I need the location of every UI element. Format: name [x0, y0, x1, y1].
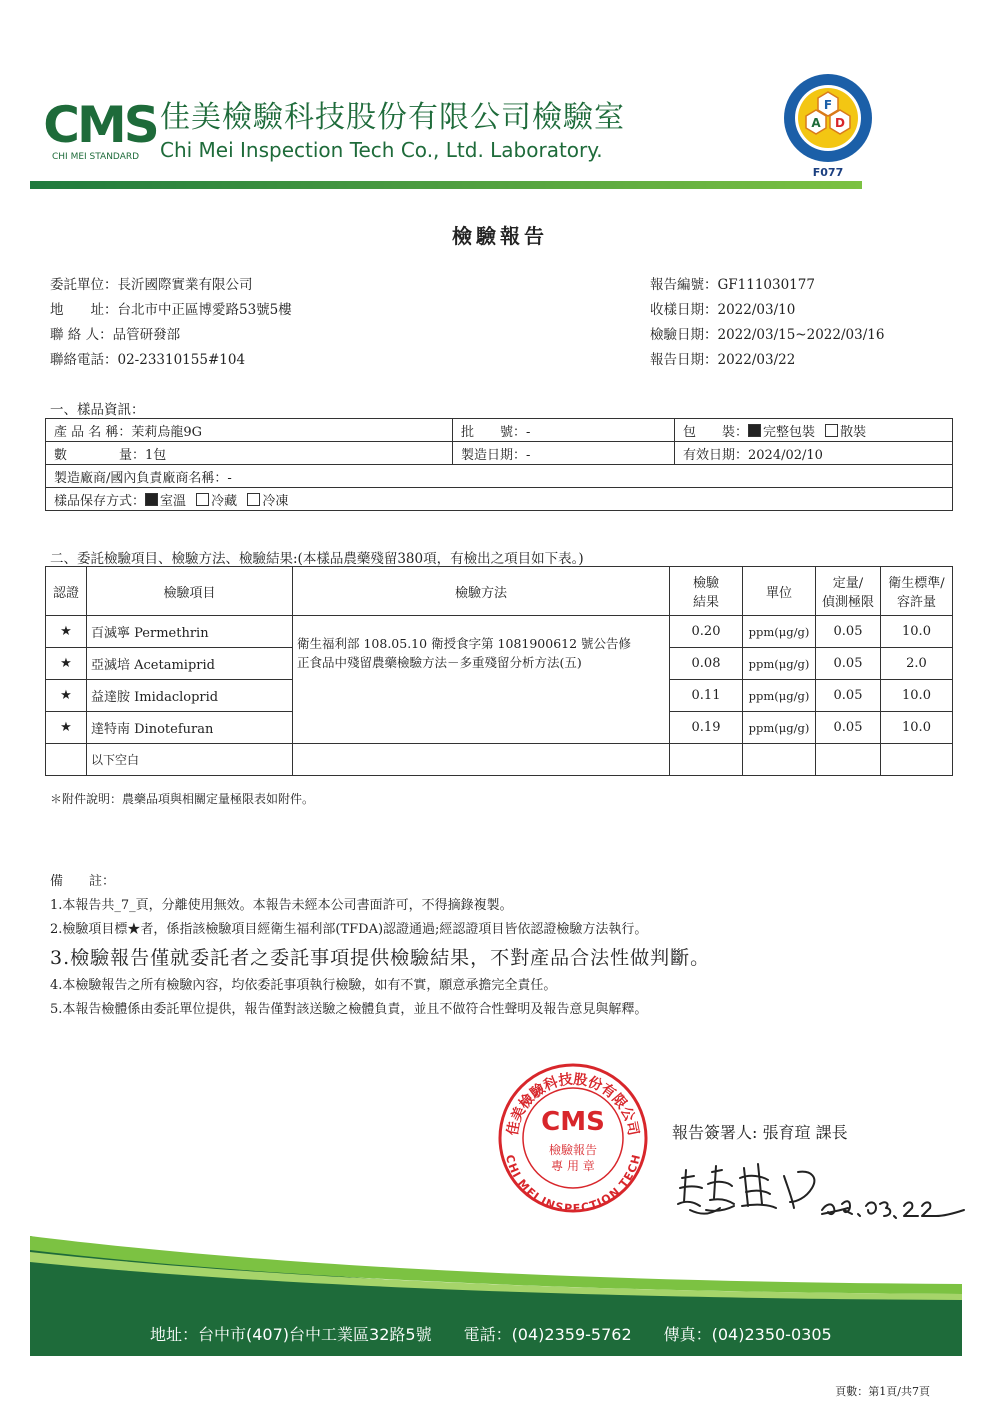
remark-2: 2.檢驗項目標★者，係指該檢驗項目經衛生福利部(TFDA)認證通過;經認證項目皆依認證檢驗方法執行。 — [50, 922, 648, 937]
header-divider — [30, 181, 862, 189]
footer-contact: 地址：台中市(407)台中工業區32路5號 電話：(04)2359-5762 傳真：(04)2350-0305 — [150, 1325, 832, 1344]
header-limit: 衛生標準/ 容許量 — [881, 567, 953, 616]
test-date: 檢驗日期：2022/03/15~2022/03/16 — [650, 327, 885, 343]
cms-logo — [43, 94, 157, 154]
unit: ppm(μg/g) — [743, 712, 816, 744]
product-name: 產 品 名 稱：茉莉烏龍9G — [46, 419, 453, 442]
table-row — [46, 744, 953, 776]
remark-4: 4.本檢驗報告之所有檢驗內容，均依委託事項執行檢驗，如有不實，願意承擔完全責任。 — [50, 978, 557, 993]
checkbox-empty — [247, 493, 260, 506]
page-number: 頁數：第1頁/共7頁 — [835, 1385, 930, 1398]
manufacture-date: 製造日期：- — [453, 442, 675, 465]
result-value: 0.20 — [670, 616, 743, 648]
svg-text:CHI MEI INSPECTION TECH: CHI MEI INSPECTION TECH — [502, 1153, 644, 1216]
loq-value: 0.05 — [816, 616, 881, 648]
sample-info-table — [45, 418, 953, 511]
cert-star: ★ — [46, 648, 87, 680]
remark-3: 3.檢驗報告僅就委託者之委託事項提供檢驗結果，不對產品合法性做判斷。 — [50, 947, 711, 969]
sample-section-heading: 一、樣品資訊： — [50, 402, 145, 418]
loq-value: 0.05 — [816, 648, 881, 680]
attachment-note: ＊附件說明：農藥品項與相關定量極限表如附件。 — [50, 792, 315, 806]
quantity: 數 量：1包 — [46, 442, 453, 465]
company-name-en: Chi Mei Inspection Tech Co., Ltd. Laboratory. — [160, 138, 603, 162]
table-row — [46, 442, 953, 465]
svg-text:專 用 章: 專 用 章 — [551, 1159, 595, 1173]
handwritten-signature — [672, 1158, 972, 1228]
company-name-cn: 佳美檢驗科技股份有限公司檢驗室 — [160, 100, 625, 135]
cert-star: ★ — [46, 680, 87, 712]
client-phone: 聯絡電話：02-23310155#104 — [50, 352, 246, 368]
client-address: 地 址：台北市中正區博愛路53號5樓 — [50, 302, 292, 318]
report-signer: 報告簽署人: 張育瑄 課長 — [672, 1123, 848, 1142]
header-cert: 認證 — [46, 567, 87, 616]
received-date: 收樣日期：2022/03/10 — [650, 302, 796, 318]
result-value: 0.19 — [670, 712, 743, 744]
header-loq: 定量/ 偵測極限 — [816, 567, 881, 616]
test-method: 衛生福利部 108.05.10 衛授食字第 1081900612 號公告修 正食品中殘留農藥檢驗方法－多重殘留分析方法(五) — [293, 616, 670, 744]
cert-star: ★ — [46, 712, 87, 744]
remarks-label: 備 註： — [50, 874, 116, 889]
client-contact: 聯 絡 人：品管研發部 — [50, 327, 181, 343]
logo-caption: CHI MEI STANDARD — [52, 152, 140, 162]
unit: ppm(μg/g) — [743, 616, 816, 648]
svg-text:F: F — [823, 98, 833, 112]
limit-value: 2.0 — [881, 648, 953, 680]
table-row — [46, 488, 953, 511]
unit: ppm(μg/g) — [743, 648, 816, 680]
item-name: 益達胺 Imidacloprid — [87, 680, 293, 712]
svg-text:F077: F077 — [812, 166, 844, 179]
blank-row-label: 以下空白 — [87, 744, 293, 776]
table-row — [46, 419, 953, 442]
package-type: 包 裝： 完整包裝 散裝 — [675, 419, 953, 442]
storage-method: 樣品保存方式： 室溫 冷藏 冷凍 — [46, 488, 953, 511]
checkbox-empty — [825, 424, 838, 437]
unit: ppm(μg/g) — [743, 680, 816, 712]
remark-1: 1.本報告共_7_頁，分離使用無效。本報告未經本公司書面許可，不得摘錄複製。 — [50, 898, 513, 913]
expiry-date: 有效日期：2024/02/10 — [675, 442, 953, 465]
table-header-row — [46, 567, 953, 616]
report-number: 報告編號：GF111030177 — [650, 277, 815, 293]
loq-value: 0.05 — [816, 680, 881, 712]
svg-text:CMS: CMS — [541, 1107, 605, 1137]
checkbox-checked — [748, 424, 761, 437]
report-title: 檢驗報告 — [452, 224, 548, 248]
cert-star: ★ — [46, 616, 87, 648]
batch-number: 批 號：- — [453, 419, 675, 442]
limit-value: 10.0 — [881, 680, 953, 712]
table-row — [46, 616, 953, 648]
header-result: 檢驗 結果 — [670, 567, 743, 616]
result-value: 0.08 — [670, 648, 743, 680]
results-section-heading: 二、委託檢驗項目、檢驗方法、檢驗結果:(本樣品農藥殘留380項，有檢出之項目如下表。) — [50, 551, 584, 567]
client-unit: 委託單位：長沂國際實業有限公司 — [50, 277, 253, 293]
loq-value: 0.05 — [816, 712, 881, 744]
limit-value: 10.0 — [881, 616, 953, 648]
checkbox-empty — [196, 493, 209, 506]
checkbox-checked — [145, 493, 158, 506]
report-date: 報告日期：2022/03/22 — [650, 352, 796, 368]
tfda-accreditation-badge — [778, 72, 878, 180]
svg-text:檢驗報告: 檢驗報告 — [548, 1143, 598, 1157]
limit-value: 10.0 — [881, 712, 953, 744]
svg-text:D: D — [835, 116, 845, 130]
item-name: 達特南 Dinotefuran — [87, 712, 293, 744]
svg-text:A: A — [811, 116, 821, 130]
company-seal-stamp — [497, 1058, 649, 1216]
header-item: 檢驗項目 — [87, 567, 293, 616]
svg-text:佳美檢驗科技股份有限公司: 佳美檢驗科技股份有限公司 — [504, 1071, 642, 1137]
remark-5: 5.本報告檢體係由委託單位提供，報告僅對該送驗之檢體負責，並且不做符合性聲明及報告意見與解釋。 — [50, 1002, 648, 1017]
table-row — [46, 465, 953, 488]
header-unit: 單位 — [743, 567, 816, 616]
result-value: 0.11 — [670, 680, 743, 712]
item-name: 亞滅培 Acetamiprid — [87, 648, 293, 680]
header-method: 檢驗方法 — [293, 567, 670, 616]
results-table — [45, 566, 953, 776]
svg-text:CMS: CMS — [43, 96, 157, 154]
manufacturer: 製造廠商/國內負責廠商名稱：- — [46, 465, 953, 488]
item-name: 百滅寧 Permethrin — [87, 616, 293, 648]
